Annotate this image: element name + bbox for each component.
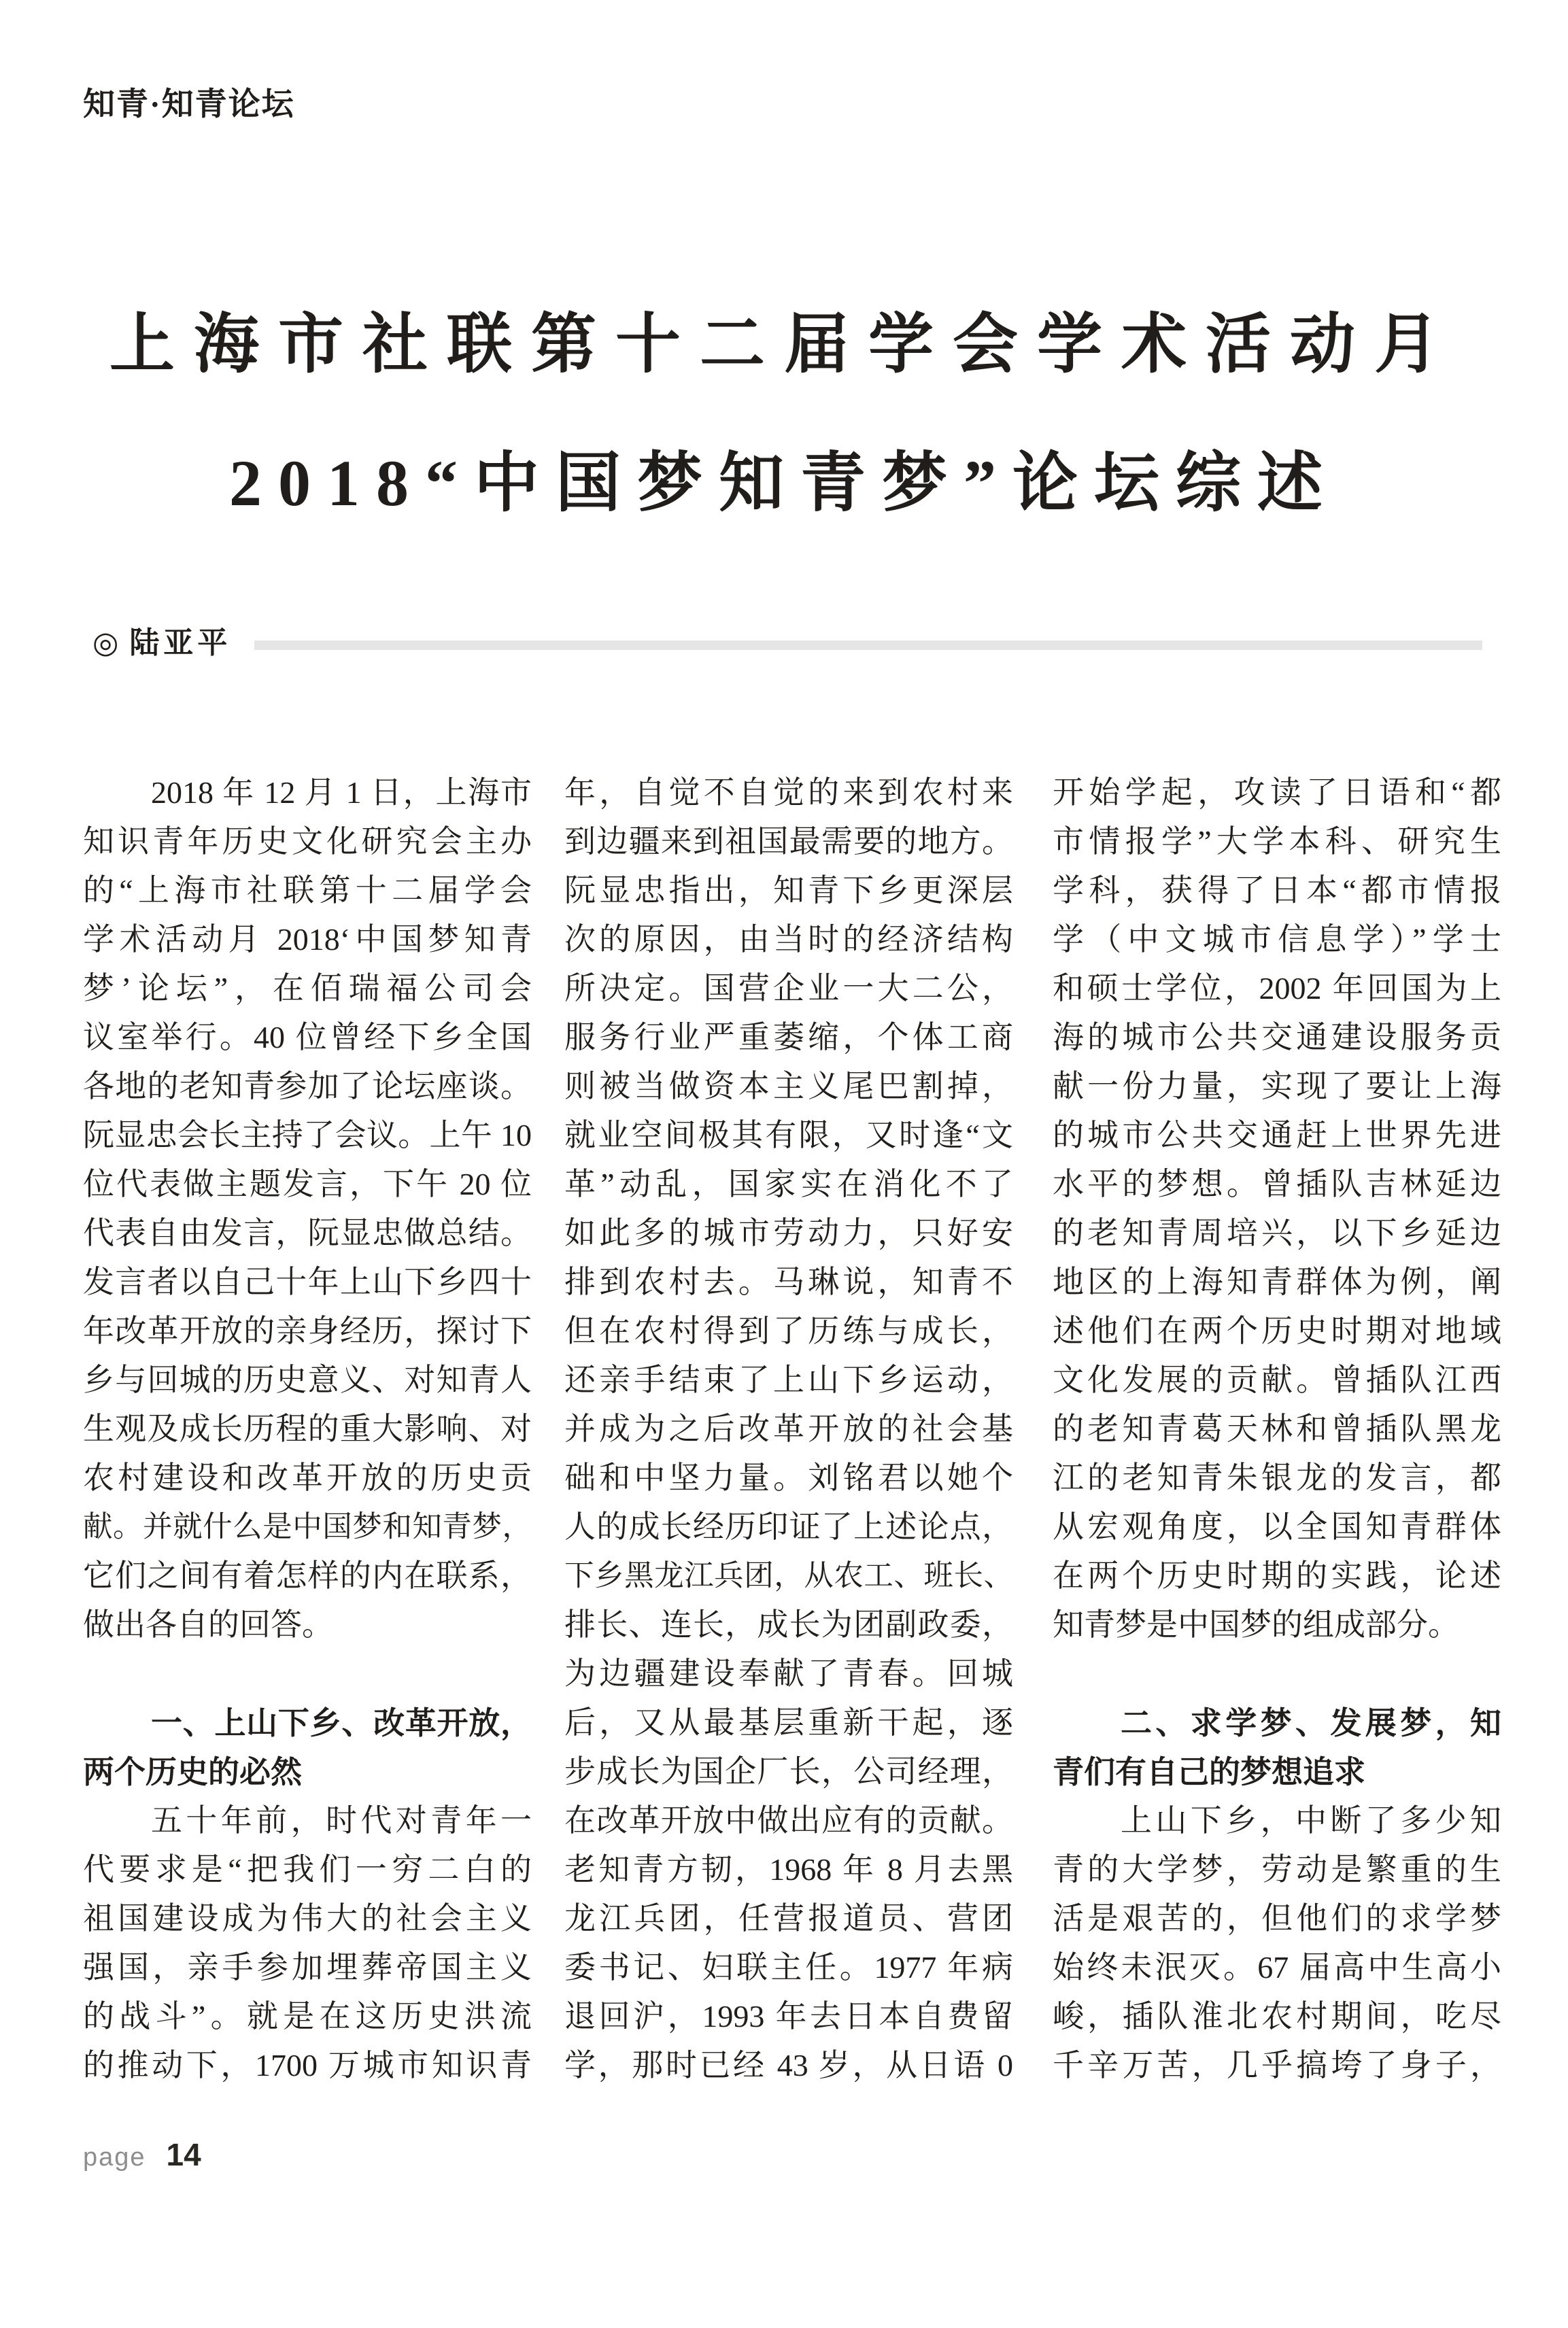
text-line: 乡与回城的历史意义、对知青人 xyxy=(83,1363,532,1397)
paragraph xyxy=(1053,768,1501,1649)
text-line: 江的老知青朱银龙的发言，都 xyxy=(1053,1460,1501,1495)
text-line: 在改革开放中做出应有的贡献。 xyxy=(564,1803,1013,1838)
byline-rule xyxy=(254,640,1482,650)
text-line: 的老知青周培兴，以下乡延边 xyxy=(1053,1216,1501,1250)
text-line: 发言者以自己十年上山下乡四十 xyxy=(83,1265,532,1299)
text-line: 就业空间极其有限，又时逢“文 xyxy=(564,1118,1013,1152)
text-line: 献一份力量，实现了要让上海 xyxy=(1053,1069,1501,1103)
article-title xyxy=(0,307,1568,521)
text-line: 革”动乱，国家实在消化不了 xyxy=(564,1167,1013,1201)
text-line: 服务行业严重萎缩，个体工商 xyxy=(564,1020,1013,1055)
text-line: 水平的梦想。曾插队吉林延边 xyxy=(1053,1167,1501,1201)
text-line: 梦’论坛”，在佰瑞福公司会 xyxy=(83,971,532,1006)
text-line: 述他们在两个历史时期对地域 xyxy=(1053,1314,1501,1348)
text-line: 但在农村得到了历练与成长， xyxy=(564,1314,1013,1348)
text-line: 还亲手结束了上山下乡运动， xyxy=(564,1363,1013,1397)
paragraph xyxy=(564,768,1013,2090)
text-line: 老知青方韧，1968 年 8 月去黑 xyxy=(564,1852,1013,1887)
text-line: 学科，获得了日本“都市情报 xyxy=(1053,873,1501,908)
text-line: 阮显忠指出，知青下乡更深层 xyxy=(564,873,1013,908)
text-line: 排长、连长，成长为团副政委， xyxy=(564,1607,1013,1642)
text-line: 二、求学梦、发展梦，知 xyxy=(1121,1705,1501,1741)
text-line: 青的大学梦，劳动是繁重的生 xyxy=(1053,1852,1501,1887)
section-heading xyxy=(1053,1698,1501,1796)
text-line: 峻，插队淮北农村期间，吃尽 xyxy=(1053,1999,1501,2034)
author-marker-icon: ◎ xyxy=(92,626,119,660)
text-line: 础和中坚力量。刘铭君以她个 xyxy=(564,1460,1013,1495)
page-footer xyxy=(83,2136,201,2173)
text-line: 人的成长经历印证了上述论点， xyxy=(564,1509,1013,1544)
text-line: 五十年前，时代对青年一 xyxy=(151,1803,532,1838)
article-title-line2: 2018“中国梦知青梦”论坛综述 xyxy=(229,447,1339,519)
text-line: 的推动下，1700 万城市知识青 xyxy=(83,2048,532,2083)
article-title-line1: 上海市社联第十二届学会学术活动月 xyxy=(109,308,1459,381)
text-line: 和硕士学位，2002 年回国为上 xyxy=(1053,971,1501,1006)
text-line: 一、上山下乡、改革开放， xyxy=(151,1705,532,1741)
text-line: 为边疆建设奉献了青春。回城 xyxy=(564,1656,1013,1691)
text-column-3 xyxy=(1053,768,1501,2090)
text-line: 学（中文城市信息学）”学士 xyxy=(1053,922,1501,957)
text-line: 做出各自的回答。 xyxy=(83,1607,333,1642)
text-line: 排到农村去。马琳说，知青不 xyxy=(564,1265,1013,1299)
text-line: 两个历史的必然 xyxy=(83,1754,302,1790)
text-line: 年，自觉不自觉的来到农村来 xyxy=(564,775,1013,810)
page-number: 14 xyxy=(166,2137,201,2172)
text-line: 位代表做主题发言，下午 20 位 xyxy=(83,1167,532,1201)
text-line: 学术活动月 2018‘中国梦知青 xyxy=(83,922,532,957)
text-line: 学，那时已经 43 岁，从日语 0 xyxy=(564,2048,1013,2083)
author-name: 陆亚平 xyxy=(129,626,232,660)
text-line: 的“上海市社联第十二届学会 xyxy=(83,873,532,908)
text-line: 年改革开放的亲身经历，探讨下 xyxy=(83,1314,532,1348)
text-line: 到边疆来到祖国最需要的地方。 xyxy=(564,824,1013,859)
text-line: 龙江兵团，任营报道员、营团 xyxy=(564,1901,1013,1936)
text-line: 文化发展的贡献。曾插队江西 xyxy=(1053,1363,1501,1397)
text-line: 后，又从最基层重新干起，逐 xyxy=(564,1705,1013,1740)
text-line: 活是艰苦的，但他们的求学梦 xyxy=(1053,1901,1501,1936)
byline xyxy=(92,626,1482,661)
text-line: 市情报学”大学本科、研究生 xyxy=(1053,824,1501,859)
text-line: 如此多的城市劳动力，只好安 xyxy=(564,1216,1013,1250)
text-line: 知青梦是中国梦的组成部分。 xyxy=(1053,1607,1459,1642)
text-line: 次的原因，由当时的经济结构 xyxy=(564,922,1013,957)
text-line: 各地的老知青参加了论坛座谈。 xyxy=(83,1069,532,1103)
text-line: 从宏观角度，以全国知青群体 xyxy=(1053,1509,1501,1544)
text-line: 委书记、妇联主任。1977 年病 xyxy=(564,1950,1013,1985)
text-line: 青们有自己的梦想追求 xyxy=(1053,1754,1365,1790)
section-header: 知青·知青论坛 xyxy=(83,87,295,122)
text-line: 退回沪，1993 年去日本自费留 xyxy=(564,1999,1013,2034)
text-line: 农村建设和改革开放的历史贡 xyxy=(83,1460,532,1495)
text-line: 始终未泯灭。67 届高中生高小 xyxy=(1053,1950,1501,1985)
paragraph xyxy=(83,768,532,1649)
text-line: 下乡黑龙江兵团，从农工、班长、 xyxy=(564,1560,1013,1592)
text-line: 步成长为国企厂长，公司经理， xyxy=(564,1754,1013,1789)
text-line: 生观及成长历程的重大影响、对 xyxy=(83,1411,532,1446)
text-line: 阮显忠会长主持了会议。上午 10 xyxy=(83,1118,532,1152)
text-line: 献。并就什么是中国梦和知青梦， xyxy=(83,1511,532,1543)
text-line: 并成为之后改革开放的社会基 xyxy=(564,1411,1013,1446)
text-line: 强国，亲手参加埋葬帝国主义 xyxy=(83,1950,532,1985)
page-label: page xyxy=(83,2143,146,2172)
text-line: 议室举行。40 位曾经下乡全国 xyxy=(83,1020,532,1055)
paragraph xyxy=(83,1796,532,2090)
text-line: 2018 年 12 月 1 日，上海市 xyxy=(151,775,532,810)
text-line: 代要求是“把我们一穷二白的 xyxy=(83,1852,532,1887)
text-line: 祖国建设成为伟大的社会主义 xyxy=(83,1901,532,1936)
text-line: 海的城市公共交通建设服务贡 xyxy=(1053,1020,1501,1055)
text-line: 代表自由发言，阮显忠做总结。 xyxy=(83,1216,532,1250)
text-line: 的战斗”。就是在这历史洪流 xyxy=(83,1999,532,2034)
text-line: 开始学起，攻读了日语和“都 xyxy=(1053,775,1501,810)
text-line: 则被当做资本主义尾巴割掉， xyxy=(564,1069,1013,1103)
text-column-2 xyxy=(564,768,1013,2090)
section-heading xyxy=(83,1698,532,1796)
text-line: 的城市公共交通赶上世界先进 xyxy=(1053,1118,1501,1152)
text-line: 的老知青葛天林和曾插队黑龙 xyxy=(1053,1411,1501,1446)
text-line: 所决定。国营企业一大二公， xyxy=(564,971,1013,1006)
text-line: 在两个历史时期的实践，论述 xyxy=(1053,1558,1501,1593)
paragraph xyxy=(1053,1796,1501,2090)
text-line: 上山下乡，中断了多少知 xyxy=(1121,1803,1501,1838)
text-line: 它们之间有着怎样的内在联系， xyxy=(83,1558,532,1593)
text-line: 千辛万苦，几乎搞垮了身子， xyxy=(1053,2048,1501,2083)
text-column-1 xyxy=(83,768,532,2090)
text-line: 地区的上海知青群体为例，阐 xyxy=(1053,1265,1501,1299)
text-line: 知识青年历史文化研究会主办 xyxy=(83,824,532,859)
